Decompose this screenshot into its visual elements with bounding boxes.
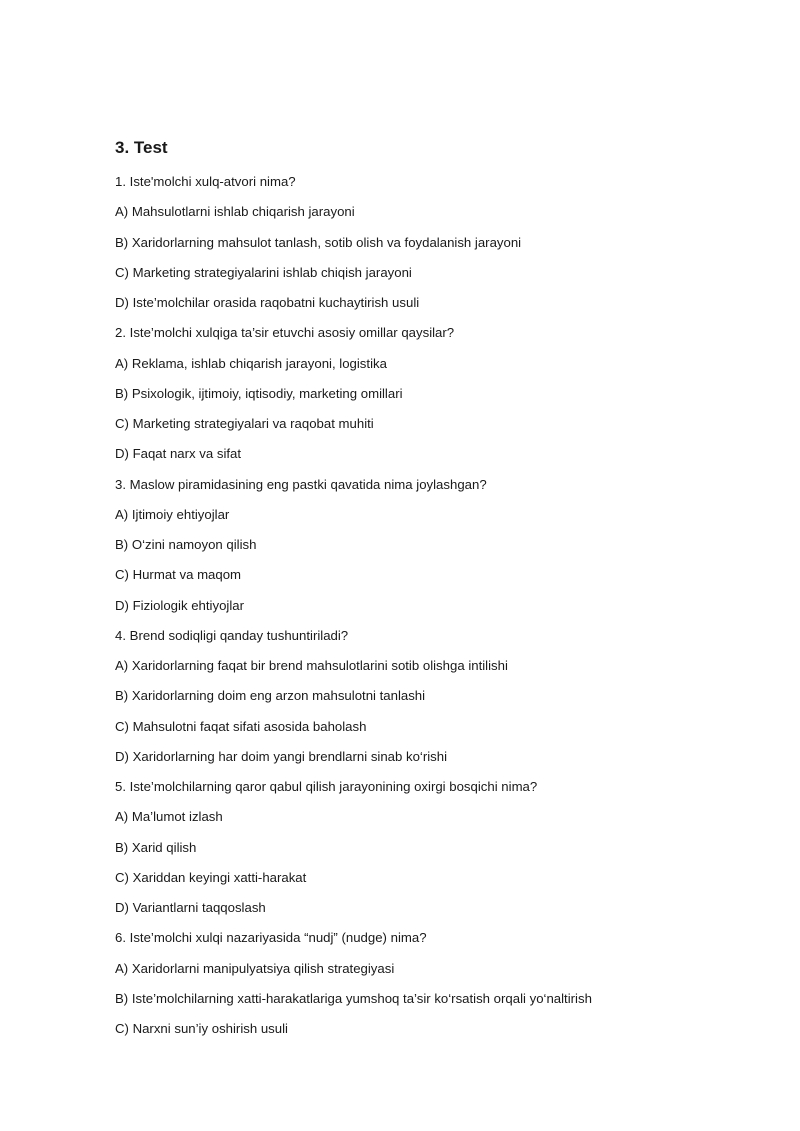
question-6-option-a: A) Xaridorlarni manipulyatsiya qilish strategiyasi (115, 960, 395, 976)
section-heading: 3. Test (115, 138, 168, 157)
question-3-option-d: D) Fiziologik ehtiyojlar (115, 597, 244, 613)
test-lines (115, 170, 755, 1047)
question-3-option-a: A) Ijtimoiy ehtiyojlar (115, 506, 230, 522)
question-1-option-c: C) Marketing strategiyalarini ishlab chiqish jarayoni (115, 264, 412, 280)
question-3-option-b: B) O‘zini namoyon qilish (115, 537, 257, 552)
question-2: 2. Iste’molchi xulqiga ta’sir etuvchi asosiy omillar qaysilar? (115, 325, 455, 341)
question-2-option-a: A) Reklama, ishlab chiqarish jarayoni, logistika (115, 355, 387, 371)
question-2-option-c: C) Marketing strategiyalari va raqobat muhiti (115, 416, 374, 431)
question-5-option-d: D) Variantlarni taqqoslash (115, 900, 266, 915)
question-5-option-b: B) Xarid qilish (115, 839, 197, 855)
question-4-option-c: C) Mahsulotni faqat sifati asosida baholash (115, 718, 367, 734)
question-5: 5. Iste’molchilarning qaror qabul qilish jarayonining oxirgi bosqichi nima? (115, 779, 538, 794)
question-1: 1. Iste'molchi xulq-atvori nima? (115, 174, 296, 189)
question-4-option-a: A) Xaridorlarning faqat bir brend mahsulotlarini sotib olishga intilishi (115, 658, 508, 673)
question-6: 6. Iste’molchi xulqi nazariyasida “nudj” (nudge) nima? (115, 930, 427, 946)
question-3: 3. Maslow piramidasining eng pastki qavatida nima joylashgan? (115, 476, 487, 492)
question-3-option-c: C) Hurmat va maqom (115, 567, 242, 583)
question-2-option-d: D) Faqat narx va sifat (115, 446, 242, 462)
question-1-option-b: B) Xaridorlarning mahsulot tanlash, sotib olish va foydalanish jarayoni (115, 234, 522, 250)
question-4-option-b: B) Xaridorlarning doim eng arzon mahsulotni tanlashi (115, 688, 426, 704)
question-6-option-c: C) Narxni sun’iy oshirish usuli (115, 1021, 288, 1036)
question-4: 4. Brend sodiqligi qanday tushuntiriladi? (115, 627, 349, 643)
question-2-option-b: B) Psixologik, ijtimoiy, iqtisodiy, marketing omillari (115, 385, 403, 401)
question-1-option-d: D) Iste’molchilar orasida raqobatni kuchaytirish usuli (115, 295, 420, 310)
question-5-option-c: C) Xariddan keyingi xatti-harakat (115, 869, 307, 885)
question-1-option-a: A) Mahsulotlarni ishlab chiqarish jarayoni (115, 204, 355, 220)
question-6-option-b: B) Iste’molchilarning xatti-harakatlariga yumshoq ta’sir ko‘rsatish orqali yo‘naltirish (115, 990, 592, 1006)
question-4-option-d: D) Xaridorlarning har doim yangi brendlarni sinab ko‘rishi (115, 748, 448, 764)
question-5-option-a: A) Ma’lumot izlash (115, 809, 223, 825)
